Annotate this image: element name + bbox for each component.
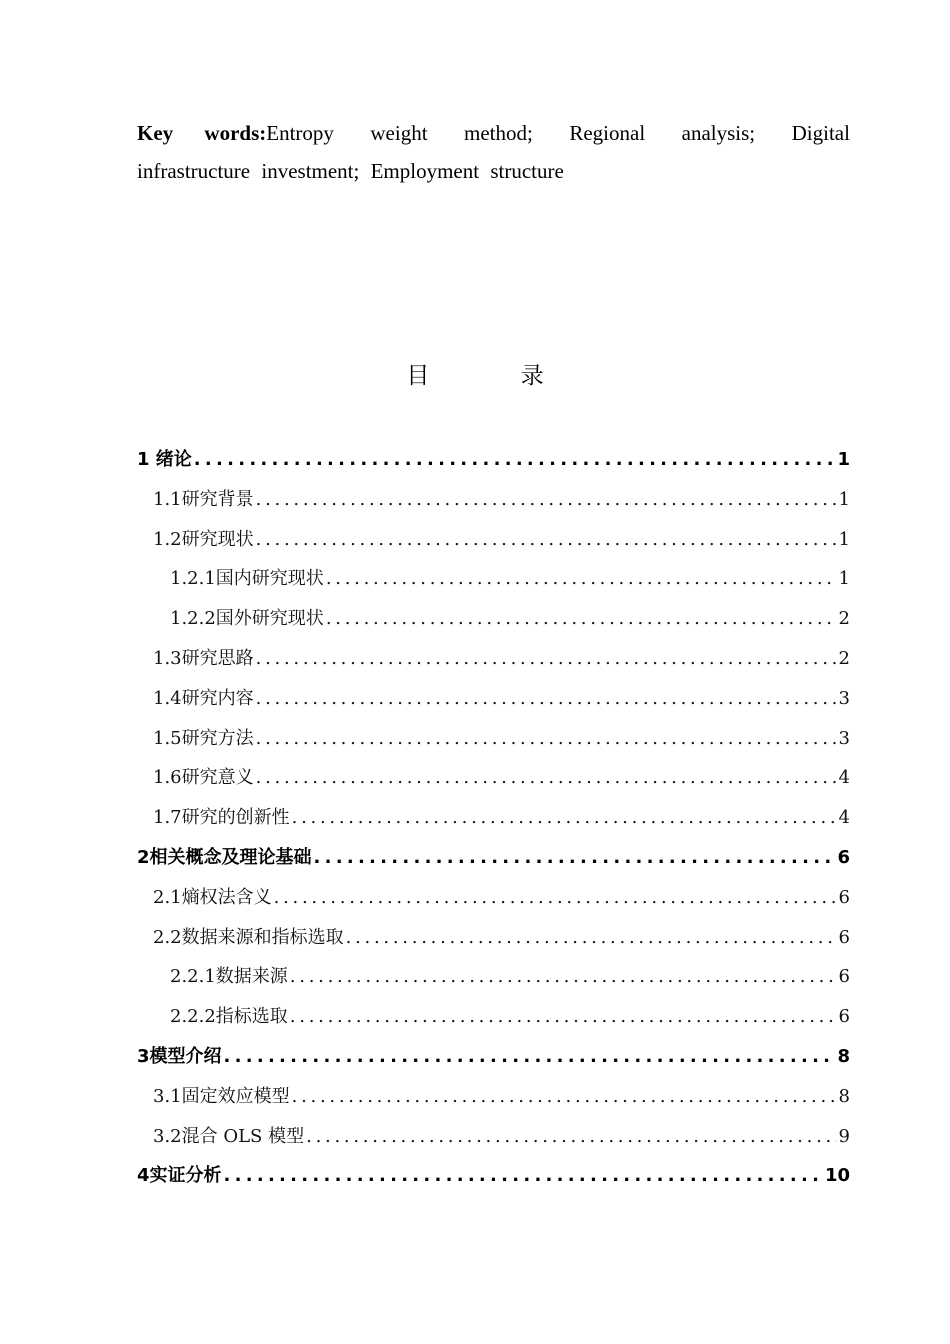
toc-dot-leader — [292, 1077, 837, 1117]
toc-entry-label: 1.6研究意义 — [153, 767, 254, 789]
toc-entry-label: 2.1熵权法含义 — [153, 886, 272, 908]
toc-entry[interactable] — [137, 838, 850, 878]
toc-title: 目 录 — [406, 363, 586, 389]
toc-dot-leader — [326, 599, 837, 639]
toc-dot-leader — [256, 758, 837, 798]
toc-entry-label: 1.5研究方法 — [153, 727, 254, 749]
toc-dot-leader — [224, 1037, 836, 1077]
toc-entry[interactable] — [137, 1156, 850, 1196]
toc-entry-page-number: 6 — [838, 886, 850, 908]
toc-entry-page-number: 4 — [838, 767, 850, 789]
toc-dot-leader — [256, 719, 837, 759]
toc-entry-page-number: 9 — [838, 1125, 850, 1147]
toc-entry[interactable] — [137, 957, 850, 997]
keyword-term: Digital — [791, 121, 850, 145]
toc-entry-label: 3.1固定效应模型 — [153, 1085, 290, 1107]
toc-dot-leader — [346, 918, 837, 958]
keyword-term: method; — [464, 121, 533, 145]
toc-dot-leader — [256, 679, 837, 719]
toc-entry-label: 2.2数据来源和指标选取 — [153, 926, 344, 948]
toc-entry[interactable] — [137, 719, 850, 759]
toc-dot-leader — [256, 639, 837, 679]
toc-entry-label: 3.2混合 OLS 模型 — [153, 1125, 305, 1147]
toc-dot-leader — [256, 480, 837, 520]
keyword-term: analysis; — [681, 121, 756, 145]
keywords-line-1 — [137, 114, 850, 152]
toc-entry-label: 3模型介绍 — [137, 1045, 222, 1067]
toc-dot-leader — [292, 798, 837, 838]
toc-entry[interactable] — [137, 798, 850, 838]
toc-entry-label: 1.4研究内容 — [153, 687, 254, 709]
toc-entry-page-number: 6 — [837, 846, 850, 868]
toc-entry-page-number: 4 — [838, 807, 850, 829]
toc-dot-leader — [290, 957, 837, 997]
toc-entry-label: 1.2.1国内研究现状 — [170, 568, 324, 590]
toc-entry[interactable] — [137, 1077, 850, 1117]
toc-entry[interactable] — [137, 480, 850, 520]
toc-entry[interactable] — [137, 679, 850, 719]
toc-entry-label: 1.7研究的创新性 — [153, 807, 290, 829]
toc-entry-page-number: 1 — [838, 528, 850, 550]
toc-dot-leader — [290, 997, 837, 1037]
toc-entry-page-number: 1 — [838, 488, 850, 510]
keyword-term: Regional — [569, 121, 646, 145]
toc-entry[interactable] — [137, 758, 850, 798]
toc-entry-label: 2.2.2指标选取 — [170, 1006, 288, 1028]
toc-entry-page-number: 3 — [838, 687, 850, 709]
toc-entry[interactable] — [137, 1117, 850, 1157]
toc-entry-label: 1 绪论 — [137, 449, 192, 470]
toc-entry-page-number: 2 — [838, 608, 850, 630]
toc-dot-leader — [194, 440, 836, 480]
toc-entry-label: 1.1研究背景 — [153, 488, 254, 510]
toc-entry-page-number: 1 — [837, 449, 850, 470]
toc-entry[interactable] — [137, 639, 850, 679]
toc-dot-leader — [326, 559, 837, 599]
keywords-paragraph — [137, 114, 850, 190]
toc-entry[interactable] — [137, 520, 850, 560]
toc-entry-page-number: 10 — [824, 1165, 850, 1187]
toc-entry-page-number: 6 — [838, 1006, 850, 1028]
keywords-line-2: infrastructure investment; Employment structure — [137, 159, 564, 183]
toc-entry[interactable] — [137, 878, 850, 918]
toc-entry[interactable] — [137, 559, 850, 599]
toc-entry-label: 1.3研究思路 — [153, 647, 254, 669]
toc-dot-leader — [314, 838, 836, 878]
toc-dot-leader — [224, 1156, 823, 1196]
toc-dot-leader — [274, 878, 837, 918]
toc-entry-page-number: 1 — [838, 568, 850, 590]
toc-entry[interactable] — [137, 997, 850, 1037]
toc-entry-label: 2.2.1数据来源 — [170, 966, 288, 988]
toc-entry-page-number: 8 — [838, 1085, 850, 1107]
toc-entry-page-number: 6 — [838, 966, 850, 988]
toc-entry[interactable] — [137, 599, 850, 639]
toc-entry[interactable] — [137, 1037, 850, 1077]
keywords-label: Key words: — [137, 121, 267, 145]
toc-entry-label: 4实证分析 — [137, 1165, 222, 1187]
toc-entry[interactable] — [137, 440, 850, 480]
toc-entry-page-number: 2 — [838, 647, 850, 669]
table-of-contents — [137, 440, 850, 1196]
keyword-term: Entropy — [266, 121, 334, 145]
toc-dot-leader — [306, 1117, 836, 1157]
toc-entry-label: 1.2研究现状 — [153, 528, 254, 550]
keyword-term: weight — [370, 121, 428, 145]
toc-dot-leader — [256, 520, 837, 560]
toc-entry-page-number: 3 — [838, 727, 850, 749]
toc-entry-page-number: 6 — [838, 926, 850, 948]
toc-entry-label: 1.2.2国外研究现状 — [170, 608, 324, 630]
keywords-first-group — [137, 114, 334, 152]
toc-entry[interactable] — [137, 918, 850, 958]
toc-entry-label: 2相关概念及理论基础 — [137, 846, 312, 868]
toc-entry-page-number: 8 — [837, 1045, 850, 1067]
